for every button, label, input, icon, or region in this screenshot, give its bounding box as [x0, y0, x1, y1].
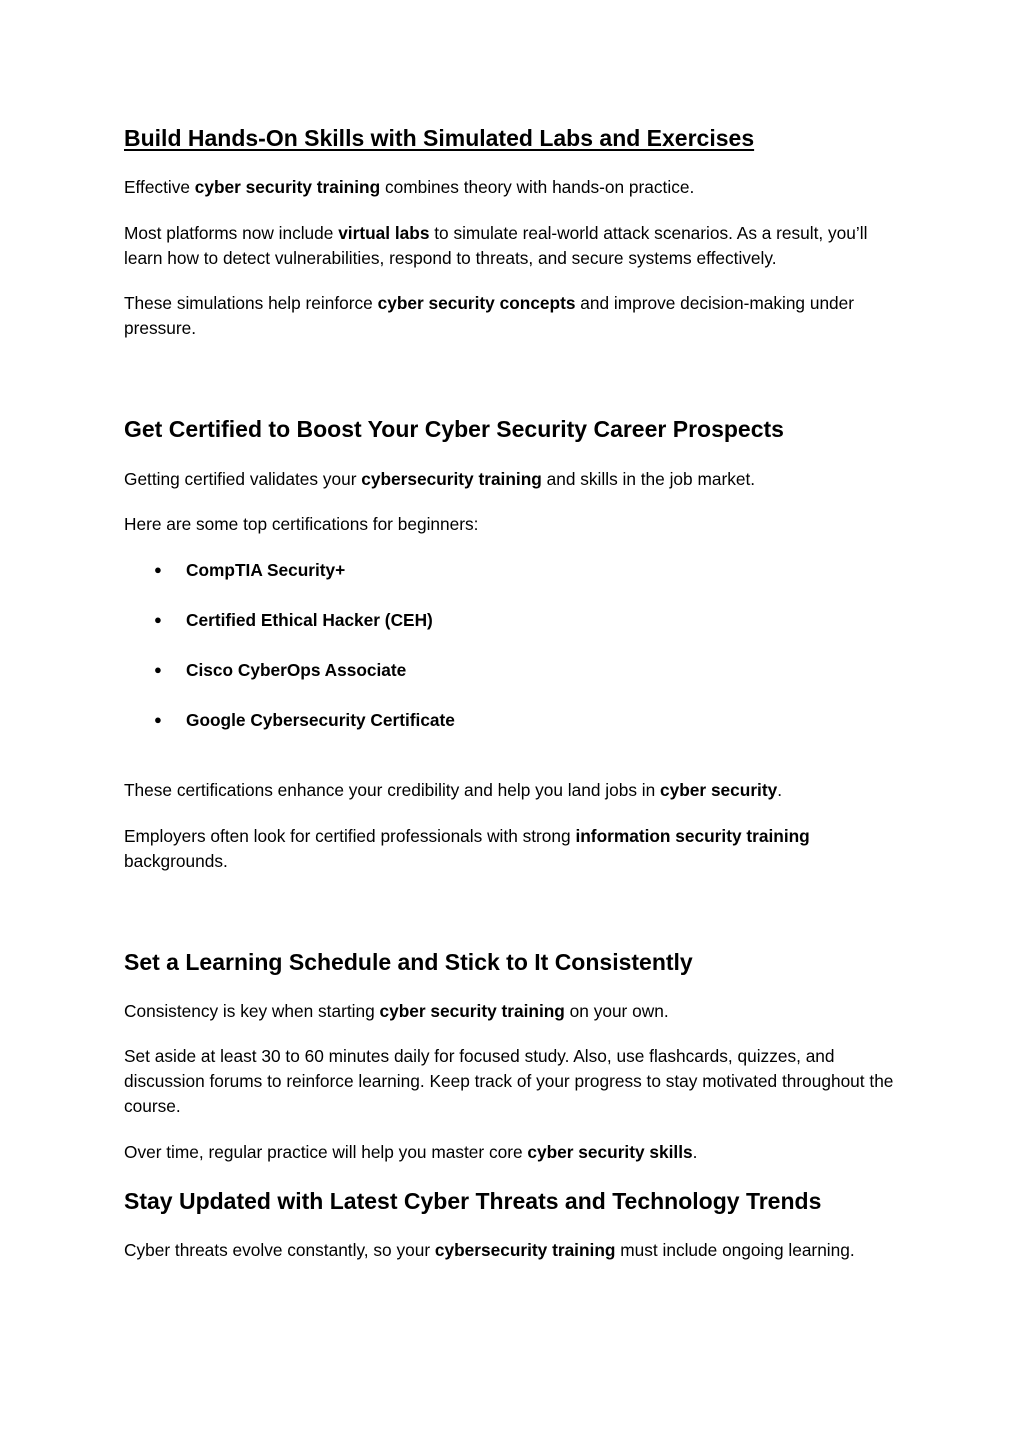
text-run: Effective [124, 177, 195, 197]
section-heading-get-certified: Get Certified to Boost Your Cyber Security Career Prospects [124, 416, 784, 442]
text-run: to simulate real-world attack scenarios. As a result, you’ll learn how to detect vulnerabilities, respond to threats, and secure systems effectively. [124, 223, 868, 268]
paragraph [124, 824, 904, 874]
text-run: on your own. [564, 1001, 669, 1021]
bullet-icon: ● [154, 712, 162, 727]
paragraph [124, 1140, 697, 1165]
text-run: These certifications enhance your credibility and help you land jobs in [124, 780, 661, 800]
text-run: . [777, 780, 783, 800]
bold-keyword: cyber security training [379, 1001, 565, 1021]
paragraph [124, 175, 694, 200]
text-run: . [692, 1142, 698, 1162]
bullet-icon: ● [154, 612, 162, 627]
list-item-text: Google Cybersecurity Certificate [186, 710, 455, 730]
bold-keyword: virtual labs [338, 223, 430, 243]
text-run: Consistency is key when starting [124, 1001, 380, 1021]
bold-keyword: cybersecurity training [434, 1240, 616, 1260]
text-run: backgrounds. [124, 851, 228, 871]
text-run: combines theory with hands-on practice. [380, 177, 695, 197]
bold-keyword: cybersecurity training [361, 469, 542, 489]
list-item-text: CompTIA Security+ [186, 560, 346, 580]
paragraph [124, 1044, 894, 1119]
text-run: and improve decision-making under pressure. [124, 293, 855, 338]
text-run: Over time, regular practice will help you master core [124, 1142, 528, 1162]
paragraph [124, 1238, 864, 1263]
section-heading-learning-schedule: Set a Learning Schedule and Stick to It Consistently [124, 949, 693, 975]
section-heading-stay-updated: Stay Updated with Latest Cyber Threats and Technology Trends [124, 1188, 822, 1214]
text-run: Most platforms now include [124, 223, 339, 243]
bullet-icon: ● [154, 662, 162, 677]
paragraph [124, 467, 755, 492]
bullet-icon: ● [154, 562, 162, 577]
bold-keyword: cyber security concepts [377, 293, 576, 313]
section-heading-hands-on-skills: Build Hands-On Skills with Simulated Labs and Exercises [124, 125, 755, 151]
text-run: must include ongoing learning. [615, 1240, 855, 1260]
text-run: Here are some top certifications for beginners: [124, 514, 479, 534]
list-item-text: Certified Ethical Hacker (CEH) [186, 610, 433, 630]
text-run: These simulations help reinforce [124, 293, 378, 313]
list-item [124, 659, 724, 681]
list-item [124, 709, 724, 731]
paragraph [124, 512, 478, 537]
text-run: Getting certified validates your [124, 469, 362, 489]
paragraph [124, 999, 669, 1024]
bold-keyword: cyber security [660, 780, 778, 800]
paragraph [124, 778, 782, 803]
text-run: Cyber threats evolve constantly, so your [124, 1240, 435, 1260]
bold-keyword: information security training [575, 826, 810, 846]
paragraph [124, 291, 904, 341]
text-run: Employers often look for certified professionals with strong [124, 826, 576, 846]
text-run: and skills in the job market. [541, 469, 756, 489]
list-item [124, 609, 724, 631]
bold-keyword: cyber security training [194, 177, 381, 197]
text-run: Set aside at least 30 to 60 minutes daily for focused study. Also, use flashcards, quizzes, and discussion forums to reinforce learning. Keep track of your progress to stay motivated throughout the course. [124, 1046, 894, 1116]
paragraph [124, 221, 904, 271]
list-item-text: Cisco CyberOps Associate [186, 660, 407, 680]
bold-keyword: cyber security skills [527, 1142, 693, 1162]
list-item [124, 559, 724, 581]
